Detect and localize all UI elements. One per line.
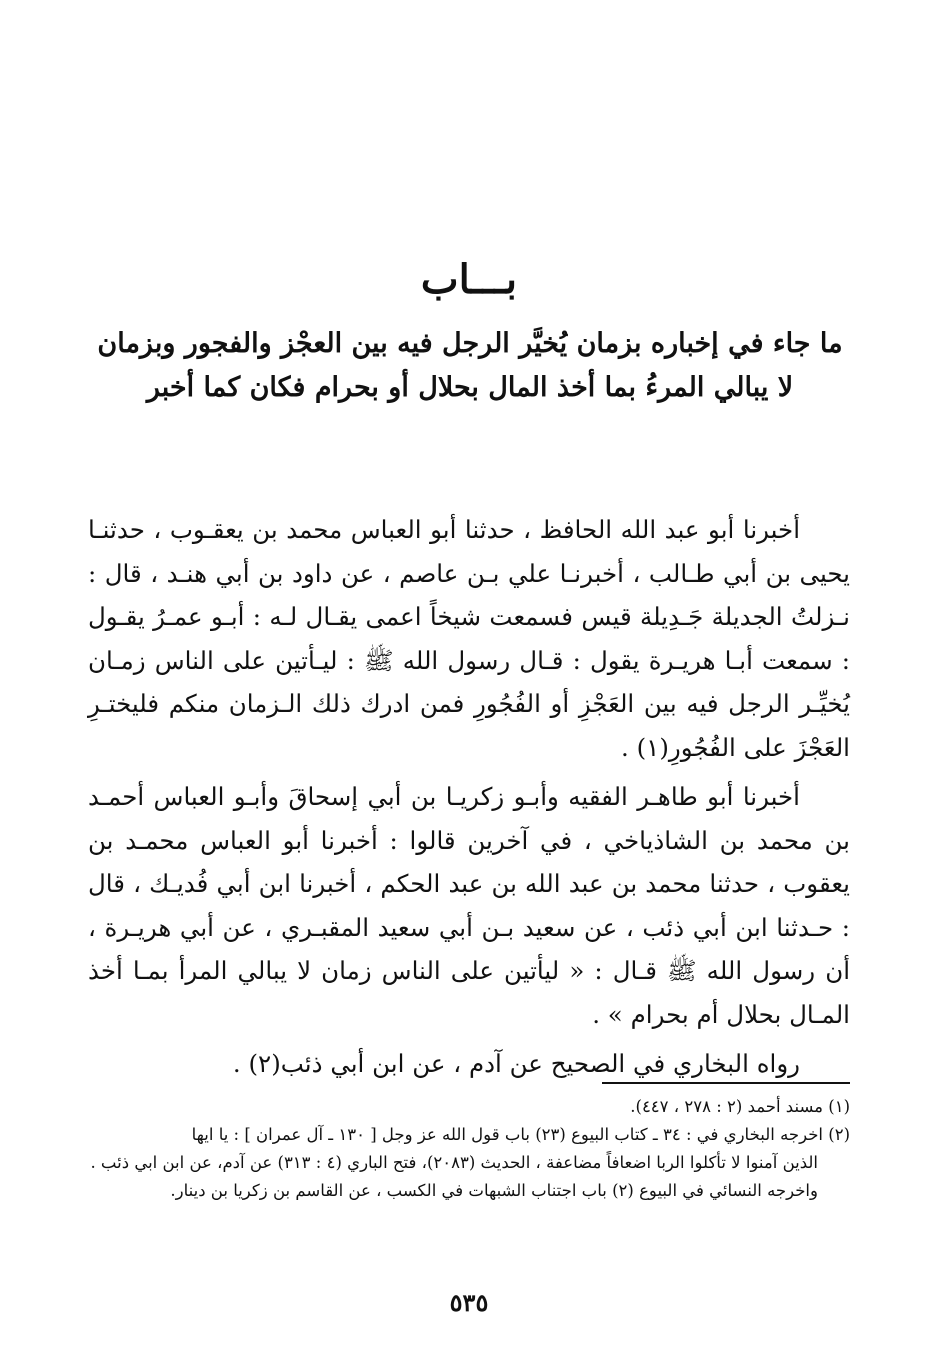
footnote-1: (١) مسند أحمد (٢ : ٢٧٨ ، ٤٤٧).: [630, 1097, 850, 1116]
chapter-title: ما جاء في إخباره بزمان يُخيَّر الرجل فيه بين العجْز والفجور وبزمان لا يبالي المرءُ بما أخذ المال بحلال أو بحرام فكان كما أخبر: [97, 328, 843, 403]
footnotes: [88, 1093, 850, 1205]
footnote-2-continued: الذين آمنوا لا تأكلوا الربا اضعافاً مضاعفة ، الحديث (٢٠٨٣)، فتح الباري (٤ : ٣١٣) عن آدم، عن ابن ابي ذئب .: [90, 1153, 818, 1172]
footnote-separator: [602, 1082, 850, 1084]
paragraph-1: أخبرنا أبو عبد الله الحافظ ، حدثنا أبو العباس محمد بن يعقـوب ، حدثنـا يحيى بن أبي طـالب ، أخبرنـا علي بـن عاصم ، عن داود بن أبي هنـد ، قال : نـزلتُ الجديلة جَـدِيلة قيس فسمعت شيخاً اعمى يقـال لـه : أبـو عمـرُ يقـول : سمعت أبـا هريـرة يقول : قـال رسول الله ﷺ : ليـأتين على الناس زمـان يُخيِّـر الرجل فيه بين العَجْزِ أو الفُجُورِ فمن ادرك ذلك الـزمان منكم فليختـرِ العَجْزَ على الفُجُورِ(١) .: [88, 515, 850, 762]
main-text: [88, 508, 850, 1086]
paragraph-3: رواه البخاري في الصحيح عن آدم ، عن ابن أبي ذئب(٢) .: [232, 1049, 800, 1078]
paragraph-2: أخبرنا أبو طاهـر الفقيه وأبـو زكريـا بن أبي إسحاقَ وأبـو العباس أحمـد بن محمد بن الشاذياخي ، في آخرين قالوا : أخبرنا أبو العباس محمـد بن يعقوب ، حدثنا محمد بن عبد الله بن عبد الحكم ، أخبرنا ابن أبي فُديـك ، قال : حـدثنا ابن أبي ذئب ، عن سعيد بـن أبي سعيد المقبـري ، عن أبي هريـرة ، أن رسول الله ﷺ قـال : « ليأتين على الناس زمان لا يبالي المرأ بمـا أخذ المـال بحلال أم بحرام » .: [88, 782, 850, 1029]
chapter-heading: بـــاب: [420, 256, 518, 303]
page-number: ٥٣٥: [449, 1288, 489, 1317]
footnote-2-extra: واخرجه النسائي في البيوع (٢) باب اجتناب الشبهات في الكسب ، عن القاسم بن زكريا بن دينار.: [170, 1181, 818, 1200]
footnote-2: (٢) اخرجه البخاري في : ٣٤ ـ كتاب البيوع (٢٣) باب قول الله عز وجل [ ١٣٠ ـ آل عمران ] : يا ايها: [191, 1125, 850, 1144]
